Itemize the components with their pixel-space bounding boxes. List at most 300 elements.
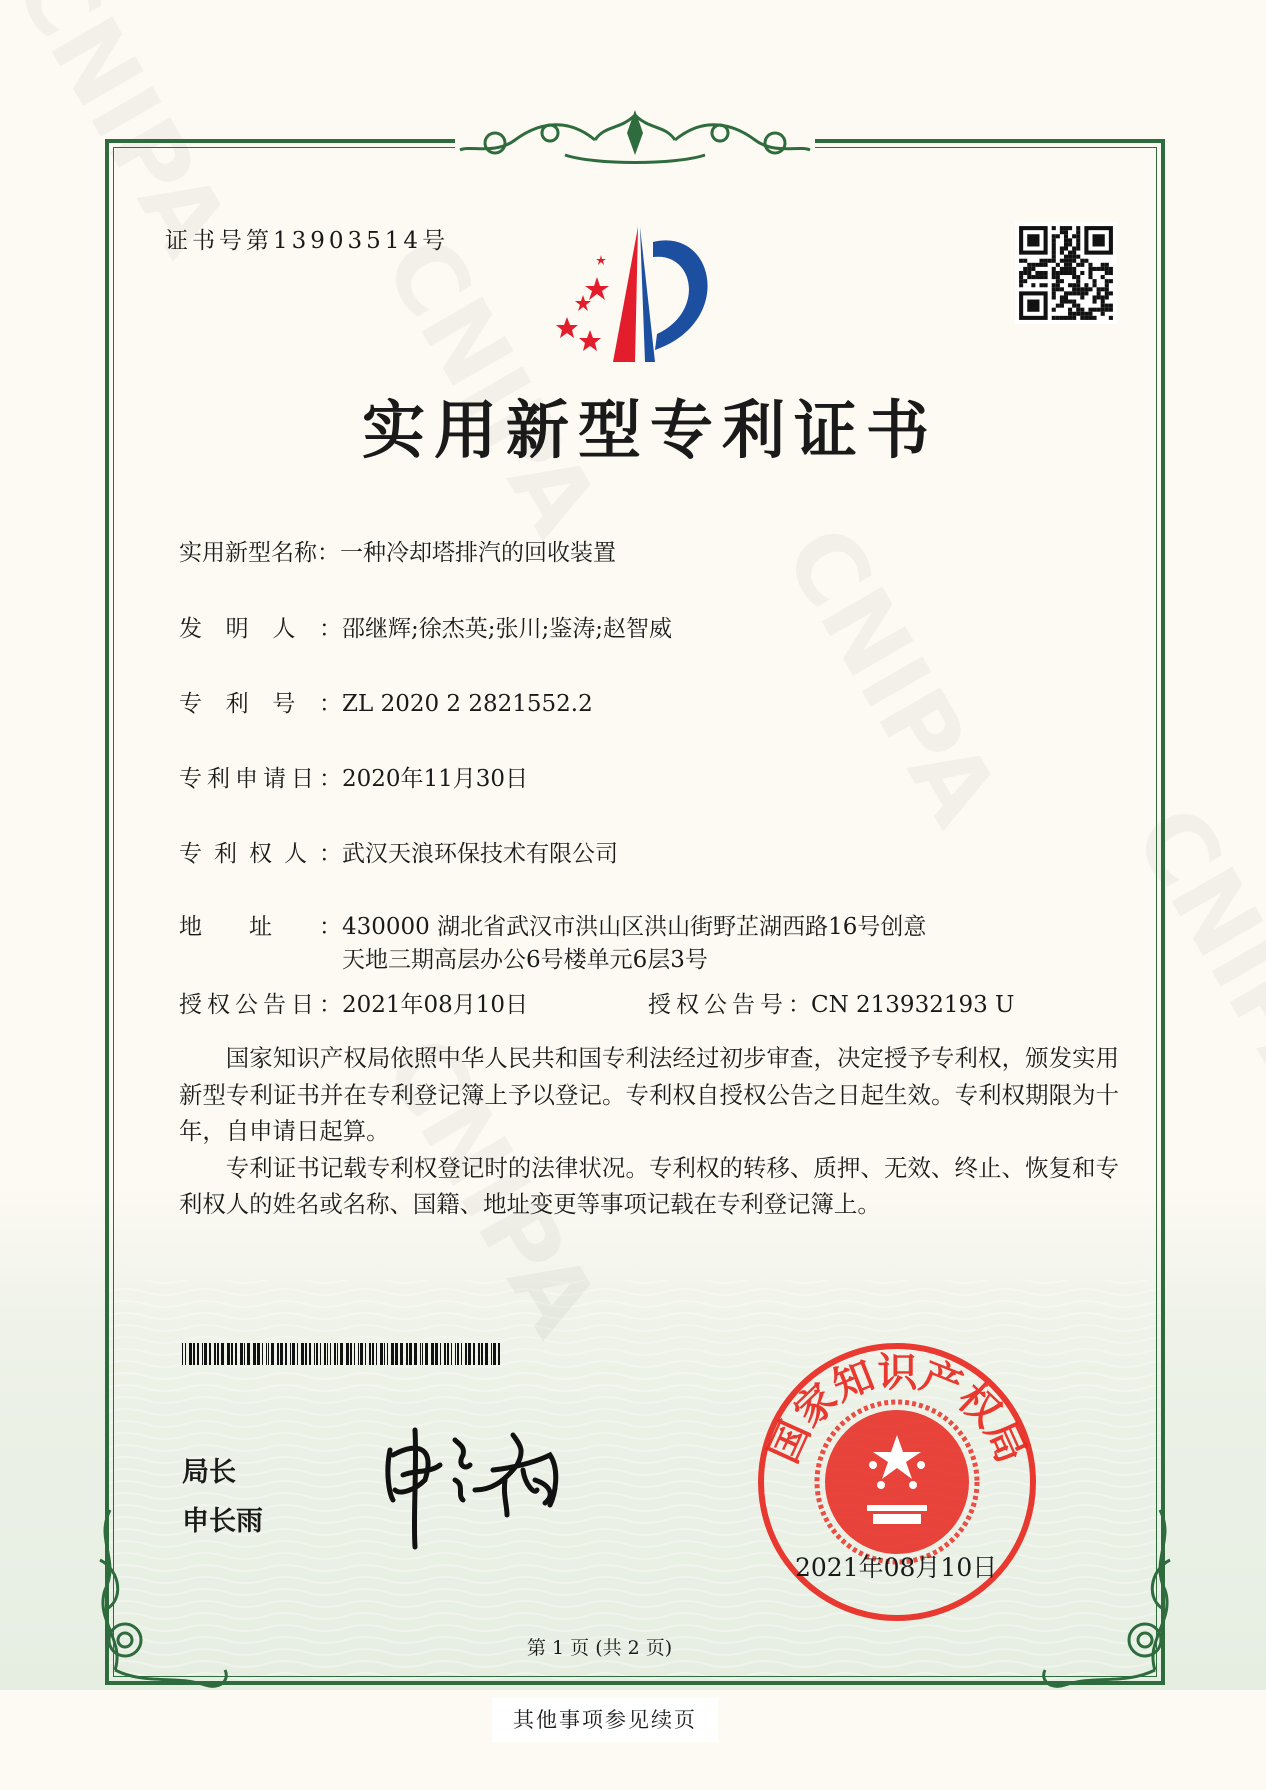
qr-module bbox=[1076, 230, 1080, 234]
barcode-bar bbox=[330, 1343, 331, 1365]
qr-module bbox=[1035, 263, 1039, 267]
qr-module bbox=[1076, 312, 1080, 316]
qr-module bbox=[1088, 263, 1092, 267]
qr-module bbox=[1101, 295, 1105, 299]
field-patentee bbox=[179, 835, 618, 868]
field-label: 授权公告日： bbox=[179, 992, 342, 1018]
qr-module bbox=[1072, 234, 1076, 238]
qr-module bbox=[1072, 255, 1076, 259]
qr-module bbox=[1080, 259, 1084, 263]
barcode-bar bbox=[189, 1343, 192, 1365]
qr-module bbox=[1031, 263, 1035, 267]
barcode-bar bbox=[369, 1343, 371, 1365]
qr-module bbox=[1084, 312, 1088, 316]
qr-module bbox=[1101, 304, 1105, 308]
qr-module bbox=[1088, 271, 1092, 275]
barcode-bar bbox=[271, 1343, 274, 1365]
qr-module bbox=[1068, 271, 1072, 275]
qr-module bbox=[1056, 279, 1060, 283]
qr-module bbox=[1064, 238, 1068, 242]
qr-module bbox=[1064, 300, 1068, 304]
barcode-bar bbox=[485, 1343, 488, 1365]
qr-module bbox=[1097, 295, 1101, 299]
qr-module bbox=[1088, 275, 1092, 279]
statement-paragraph: 国家知识产权局依照中华人民共和国专利法经过初步审查，决定授予专利权，颁发实用新型专利证书并在专利登记簿上予以登记。专利权自授权公告之日起生效。专利权期限为十年，自申请日起算。 bbox=[179, 1044, 1119, 1145]
qr-module bbox=[1072, 316, 1076, 320]
qr-module bbox=[1076, 234, 1080, 238]
qr-module bbox=[1052, 275, 1056, 279]
qr-module bbox=[1076, 226, 1080, 230]
barcode-bar bbox=[290, 1343, 291, 1365]
qr-module bbox=[1072, 312, 1076, 316]
qr-module bbox=[1105, 271, 1109, 275]
qr-module bbox=[1060, 251, 1064, 255]
qr-module bbox=[1060, 259, 1064, 263]
qr-module bbox=[1084, 283, 1088, 287]
qr-module bbox=[1019, 275, 1023, 279]
barcode-bar bbox=[301, 1343, 304, 1365]
qr-module bbox=[1019, 259, 1023, 263]
qr-module bbox=[1097, 308, 1101, 312]
barcode-bar bbox=[478, 1343, 480, 1365]
qr-module bbox=[1093, 308, 1097, 312]
barcode-bar bbox=[309, 1343, 311, 1365]
qr-module bbox=[1080, 287, 1084, 291]
qr-module bbox=[1039, 263, 1043, 267]
qr-module bbox=[1093, 316, 1097, 320]
qr-module bbox=[1060, 230, 1064, 234]
qr-module bbox=[1060, 304, 1064, 308]
qr-module bbox=[1064, 291, 1068, 295]
qr-module bbox=[1052, 226, 1056, 230]
barcode-bar bbox=[221, 1343, 224, 1365]
field-inventors bbox=[179, 610, 672, 643]
qr-module bbox=[1052, 255, 1056, 259]
qr-module bbox=[1044, 259, 1048, 263]
top-ornament bbox=[455, 105, 815, 170]
barcode-bar bbox=[498, 1343, 500, 1365]
field-label: 发明人： bbox=[179, 616, 342, 642]
qr-module bbox=[1064, 263, 1068, 267]
qr-module bbox=[1060, 271, 1064, 275]
seal-date: 2021年08月10日 bbox=[795, 1553, 998, 1582]
barcode-bar bbox=[350, 1343, 352, 1365]
qr-module bbox=[1072, 304, 1076, 308]
qr-module bbox=[1076, 275, 1080, 279]
qr-module bbox=[1105, 263, 1109, 267]
qr-module bbox=[1052, 308, 1056, 312]
qr-module bbox=[1052, 234, 1056, 238]
qr-module bbox=[1039, 283, 1043, 287]
barcode-bar bbox=[444, 1343, 446, 1365]
qr-module bbox=[1072, 271, 1076, 275]
barcode-bar bbox=[365, 1343, 366, 1365]
qr-module bbox=[1080, 291, 1084, 295]
barcode-bar bbox=[491, 1343, 492, 1365]
field-value: 一种冷却塔排汽的回收装置 bbox=[340, 540, 616, 566]
qr-module bbox=[1068, 255, 1072, 259]
barcode-bar bbox=[185, 1343, 186, 1365]
qr-module bbox=[1084, 287, 1088, 291]
qr-module bbox=[1076, 283, 1080, 287]
barcode-bar bbox=[400, 1343, 403, 1365]
field-utility-model-name bbox=[179, 534, 616, 567]
qr-module bbox=[1064, 234, 1068, 238]
qr-module bbox=[1039, 259, 1043, 263]
barcode-bar bbox=[354, 1343, 355, 1365]
barcode-bar bbox=[316, 1343, 318, 1365]
qr-module bbox=[1068, 226, 1072, 230]
qr-module bbox=[1044, 283, 1048, 287]
barcode-bar bbox=[360, 1343, 363, 1365]
qr-module bbox=[1105, 308, 1109, 312]
barcode-bar bbox=[380, 1343, 383, 1365]
qr-module bbox=[1072, 246, 1076, 250]
qr-module bbox=[1052, 283, 1056, 287]
barcode-bar bbox=[202, 1343, 203, 1365]
qr-module bbox=[1068, 312, 1072, 316]
handwritten-signature bbox=[385, 1425, 655, 1555]
signatory-name: 申长雨 bbox=[182, 1506, 263, 1537]
qr-module bbox=[1060, 267, 1064, 271]
qr-module bbox=[1035, 275, 1039, 279]
qr-module bbox=[1093, 234, 1105, 246]
qr-module bbox=[1093, 279, 1097, 283]
qr-module bbox=[1101, 275, 1105, 279]
qr-module bbox=[1052, 316, 1056, 320]
barcode-bar bbox=[285, 1343, 287, 1365]
qr-module bbox=[1039, 275, 1043, 279]
barcode-bar bbox=[387, 1343, 388, 1365]
qr-module bbox=[1109, 291, 1113, 295]
qr-module bbox=[1068, 242, 1072, 246]
qr-module bbox=[1101, 267, 1105, 271]
barcode-bar bbox=[277, 1343, 279, 1365]
qr-module bbox=[1093, 300, 1097, 304]
qr-module bbox=[1072, 287, 1076, 291]
qr-module bbox=[1088, 316, 1092, 320]
field-label: 授权公告号： bbox=[648, 992, 811, 1018]
barcode-bar bbox=[435, 1343, 438, 1365]
signatory-title: 局长 bbox=[182, 1457, 236, 1488]
barcode-bar bbox=[431, 1343, 434, 1365]
continuation-note: 其他事项参见续页 bbox=[492, 1698, 718, 1742]
barcode-bar bbox=[231, 1343, 233, 1365]
qr-module bbox=[1068, 300, 1072, 304]
barcode-bar bbox=[425, 1343, 428, 1365]
barcode-bar bbox=[447, 1343, 449, 1365]
qr-module bbox=[1064, 255, 1068, 259]
page-indicator: 第 1 页 (共 2 页) bbox=[527, 1637, 673, 1659]
qr-module bbox=[1072, 267, 1076, 271]
qr-module bbox=[1064, 267, 1068, 271]
qr-module bbox=[1052, 238, 1056, 242]
barcode-bar bbox=[376, 1343, 377, 1365]
qr-module bbox=[1044, 263, 1048, 267]
qr-module bbox=[1101, 287, 1105, 291]
qr-module bbox=[1068, 238, 1072, 242]
statement-paragraph: 专利证书记载专利权登记时的法律状况。专利权的转移、质押、无效、终止、恢复和专利权人的姓名或名称、国籍、地址变更等事项记载在专利登记簿上。 bbox=[179, 1153, 1119, 1218]
qr-module bbox=[1084, 259, 1088, 263]
barcode-bar bbox=[182, 1343, 183, 1365]
qr-module bbox=[1060, 316, 1064, 320]
barcode-bar bbox=[320, 1343, 321, 1365]
qr-module bbox=[1097, 287, 1101, 291]
certificate-title: 实用新型专利证书 bbox=[362, 393, 938, 467]
qr-module bbox=[1064, 316, 1068, 320]
qr-module bbox=[1088, 308, 1092, 312]
barcode-bar bbox=[314, 1343, 315, 1365]
qr-module bbox=[1076, 242, 1080, 246]
barcode-bar bbox=[305, 1343, 307, 1365]
qr-module bbox=[1097, 267, 1101, 271]
barcode-bar bbox=[409, 1343, 412, 1365]
qr-module bbox=[1076, 308, 1080, 312]
barcode-bar bbox=[247, 1343, 250, 1365]
qr-module bbox=[1076, 238, 1080, 242]
barcode-bar bbox=[461, 1343, 462, 1365]
barcode-bar bbox=[372, 1343, 374, 1365]
qr-module bbox=[1105, 279, 1109, 283]
qr-module bbox=[1056, 316, 1060, 320]
qr-module bbox=[1093, 267, 1097, 271]
barcode-bar bbox=[327, 1343, 328, 1365]
field-value: 2021年08月10日 bbox=[342, 992, 529, 1018]
field-address bbox=[179, 911, 926, 977]
barcode-bar bbox=[240, 1343, 243, 1365]
barcode-bar bbox=[440, 1343, 441, 1365]
barcode-bar bbox=[465, 1343, 467, 1365]
qr-module bbox=[1093, 295, 1097, 299]
field-label: 专利申请日： bbox=[179, 766, 342, 792]
qr-module bbox=[1068, 251, 1072, 255]
barcode-bar bbox=[481, 1343, 483, 1365]
qr-module bbox=[1097, 291, 1101, 295]
field-patent-number bbox=[179, 685, 593, 718]
qr-module bbox=[1072, 300, 1076, 304]
qr-module bbox=[1072, 291, 1076, 295]
qr-module bbox=[1048, 259, 1052, 263]
field-label: 专利号： bbox=[179, 691, 342, 717]
qr-module bbox=[1105, 283, 1109, 287]
barcode-bar bbox=[406, 1343, 408, 1365]
barcode-bar bbox=[235, 1343, 237, 1365]
barcode-bar bbox=[451, 1343, 452, 1365]
qr-module bbox=[1068, 259, 1072, 263]
certificate-statement bbox=[179, 1040, 1119, 1223]
qr-module bbox=[1023, 271, 1027, 275]
qr-module bbox=[1088, 287, 1092, 291]
qr-module bbox=[1080, 295, 1084, 299]
seal-text: 国家知识产权局 bbox=[760, 1350, 1035, 1470]
qr-module bbox=[1044, 275, 1048, 279]
qr-module bbox=[1060, 279, 1064, 283]
qr-module bbox=[1060, 287, 1064, 291]
field-grant-date bbox=[179, 986, 528, 1019]
field-value: CN 213932193 U bbox=[811, 992, 1015, 1018]
qr-module bbox=[1109, 308, 1113, 312]
qr-module bbox=[1064, 242, 1068, 246]
qr-module bbox=[1027, 271, 1031, 275]
qr-module bbox=[1052, 291, 1056, 295]
qr-module bbox=[1076, 255, 1080, 259]
barcode-bar bbox=[209, 1343, 211, 1365]
barcode-bar bbox=[297, 1343, 298, 1365]
qr-module bbox=[1105, 291, 1109, 295]
qr-module bbox=[1019, 271, 1023, 275]
barcode-bar bbox=[473, 1343, 475, 1365]
qr-module bbox=[1064, 271, 1068, 275]
qr-module bbox=[1072, 259, 1076, 263]
field-value: 邵继辉;徐杰英;张川;鉴涛;赵智威 bbox=[342, 616, 672, 642]
qr-module bbox=[1109, 279, 1113, 283]
field-label: 地址： bbox=[179, 914, 342, 940]
qr-module bbox=[1056, 263, 1060, 267]
cnipa-logo bbox=[545, 222, 725, 367]
qr-module bbox=[1052, 271, 1056, 275]
field-value-line2: 天地三期高层办公6号楼单元6层3号 bbox=[342, 947, 708, 973]
qr-module bbox=[1035, 271, 1039, 275]
qr-module bbox=[1093, 283, 1097, 287]
qr-module bbox=[1072, 275, 1076, 279]
qr-module bbox=[1084, 316, 1088, 320]
barcode-bar bbox=[292, 1343, 295, 1365]
qr-module bbox=[1068, 291, 1072, 295]
qr-module bbox=[1105, 295, 1109, 299]
field-value: 武汉天浪环保技术有限公司 bbox=[342, 841, 618, 867]
qr-module bbox=[1105, 304, 1109, 308]
qr-module bbox=[1088, 312, 1092, 316]
field-value: 2020年11月30日 bbox=[342, 766, 529, 792]
qr-module bbox=[1039, 271, 1043, 275]
qr-module bbox=[1060, 295, 1064, 299]
qr-module bbox=[1023, 259, 1027, 263]
qr-module bbox=[1060, 300, 1064, 304]
qr-module bbox=[1027, 275, 1031, 279]
qr-module bbox=[1031, 283, 1035, 287]
qr-module bbox=[1064, 259, 1068, 263]
qr-module bbox=[1056, 287, 1060, 291]
qr-module bbox=[1068, 267, 1072, 271]
qr-module bbox=[1019, 279, 1023, 283]
qr-module bbox=[1101, 263, 1105, 267]
barcode-bar bbox=[257, 1343, 260, 1365]
barcode-bar bbox=[337, 1343, 338, 1365]
barcode-bar bbox=[420, 1343, 421, 1365]
barcode-bar bbox=[217, 1343, 219, 1365]
qr-module bbox=[1056, 304, 1060, 308]
barcode-bar bbox=[346, 1343, 349, 1365]
field-label: 实用新型名称： bbox=[179, 540, 340, 566]
qr-module bbox=[1088, 267, 1092, 271]
qr-module bbox=[1105, 287, 1109, 291]
qr-module bbox=[1076, 279, 1080, 283]
barcode-bar bbox=[280, 1343, 283, 1365]
qr-module bbox=[1031, 275, 1035, 279]
qr-module bbox=[1109, 271, 1113, 275]
barcode-bar bbox=[384, 1343, 385, 1365]
field-value: ZL 2020 2 2821552.2 bbox=[342, 691, 593, 717]
qr-module bbox=[1052, 242, 1056, 246]
qr-module bbox=[1023, 279, 1027, 283]
qr-module bbox=[1080, 263, 1084, 267]
qr-module bbox=[1109, 316, 1113, 320]
barcode-bar bbox=[457, 1343, 459, 1365]
qr-module bbox=[1072, 251, 1076, 255]
qr-module bbox=[1052, 287, 1056, 291]
certificate-number: 证书号第13903514号 bbox=[165, 228, 450, 254]
qr-module bbox=[1068, 316, 1072, 320]
barcode-bar bbox=[197, 1343, 199, 1365]
qr-module bbox=[1084, 291, 1088, 295]
barcode-bar bbox=[395, 1343, 398, 1365]
field-application-date bbox=[179, 760, 528, 793]
barcode-bar bbox=[253, 1343, 256, 1365]
qr-module bbox=[1052, 295, 1056, 299]
qr-module bbox=[1064, 226, 1068, 230]
field-label: 专利权人： bbox=[179, 841, 342, 867]
qr-module bbox=[1060, 246, 1064, 250]
qr-module bbox=[1056, 275, 1060, 279]
qr-module bbox=[1101, 308, 1105, 312]
qr-module bbox=[1068, 263, 1072, 267]
barcode-bar bbox=[266, 1343, 267, 1365]
qr-module bbox=[1044, 271, 1048, 275]
barcode-bar bbox=[358, 1343, 359, 1365]
qr-module bbox=[1109, 267, 1113, 271]
barcode-bar bbox=[193, 1343, 195, 1365]
barcode-bar bbox=[214, 1343, 216, 1365]
qr-module bbox=[1023, 267, 1027, 271]
barcode-bar bbox=[340, 1343, 343, 1365]
barcode-bar bbox=[334, 1343, 336, 1365]
qr-module bbox=[1027, 300, 1039, 312]
qr-code[interactable] bbox=[1015, 222, 1117, 324]
qr-module bbox=[1027, 234, 1039, 246]
qr-module bbox=[1080, 316, 1084, 320]
barcode-bar bbox=[204, 1343, 207, 1365]
qr-module bbox=[1056, 234, 1060, 238]
qr-module bbox=[1101, 312, 1105, 316]
qr-module bbox=[1076, 304, 1080, 308]
qr-module bbox=[1060, 226, 1064, 230]
qr-module bbox=[1072, 283, 1076, 287]
qr-module bbox=[1064, 295, 1068, 299]
qr-module bbox=[1101, 300, 1105, 304]
qr-module bbox=[1064, 230, 1068, 234]
qr-module bbox=[1080, 271, 1084, 275]
barcode-bar bbox=[455, 1343, 456, 1365]
barcode-bar bbox=[422, 1343, 423, 1365]
barcode-bar bbox=[268, 1343, 269, 1365]
bottom-right-ornament bbox=[1035, 1500, 1175, 1700]
qr-module bbox=[1052, 246, 1056, 250]
barcode-bar bbox=[262, 1343, 263, 1365]
field-grant-number bbox=[648, 986, 1014, 1019]
qr-module bbox=[1076, 287, 1080, 291]
qr-module bbox=[1027, 267, 1031, 271]
qr-module bbox=[1076, 263, 1080, 267]
qr-module bbox=[1056, 271, 1060, 275]
barcode-bar bbox=[324, 1343, 326, 1365]
qr-module bbox=[1056, 283, 1060, 287]
barcode-bar bbox=[227, 1343, 230, 1365]
qr-module bbox=[1068, 283, 1072, 287]
qr-module bbox=[1031, 267, 1035, 271]
qr-module bbox=[1080, 312, 1084, 316]
barcode bbox=[182, 1343, 502, 1365]
qr-module bbox=[1064, 246, 1068, 250]
